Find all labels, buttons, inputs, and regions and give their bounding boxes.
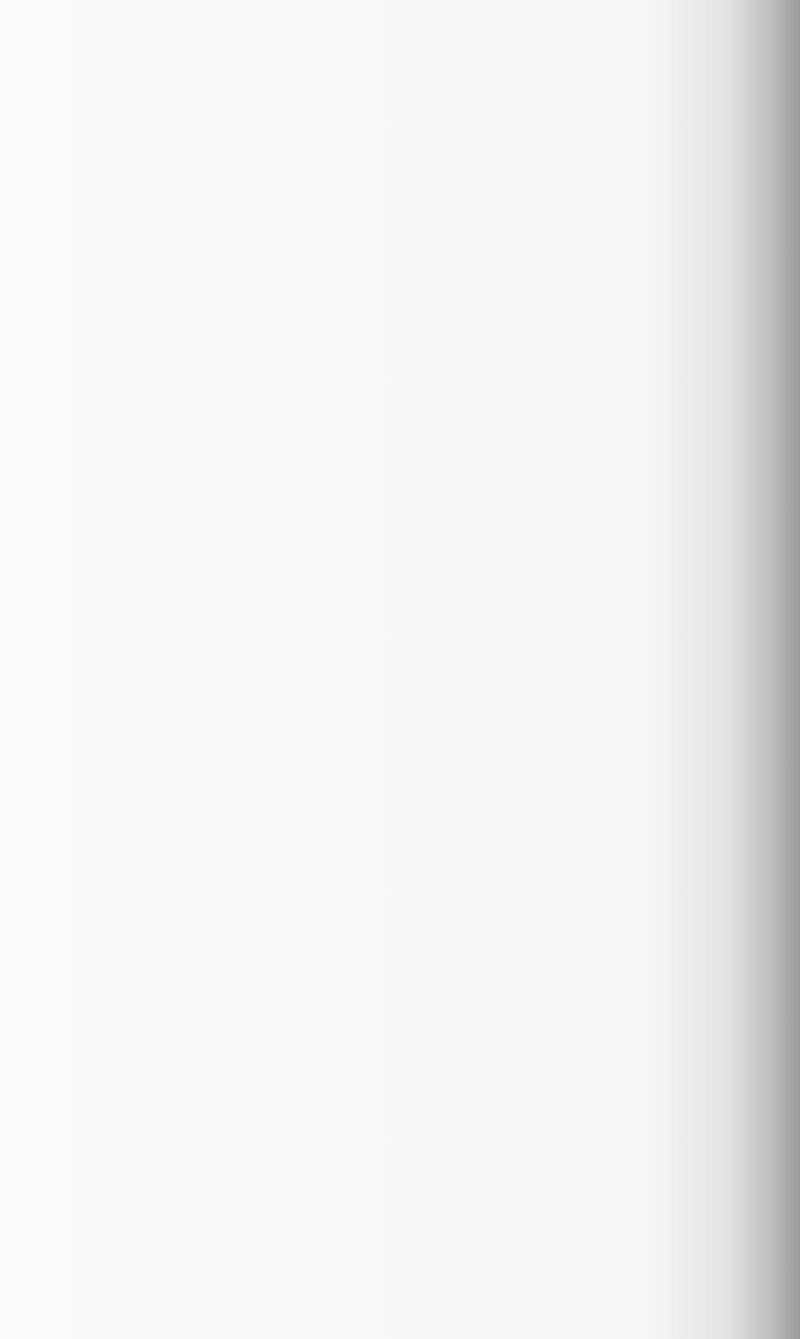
running-header <box>84 64 724 114</box>
ornament-divider <box>86 508 710 536</box>
proposition-heading <box>124 590 684 632</box>
page-edge-shadow <box>730 0 800 1339</box>
